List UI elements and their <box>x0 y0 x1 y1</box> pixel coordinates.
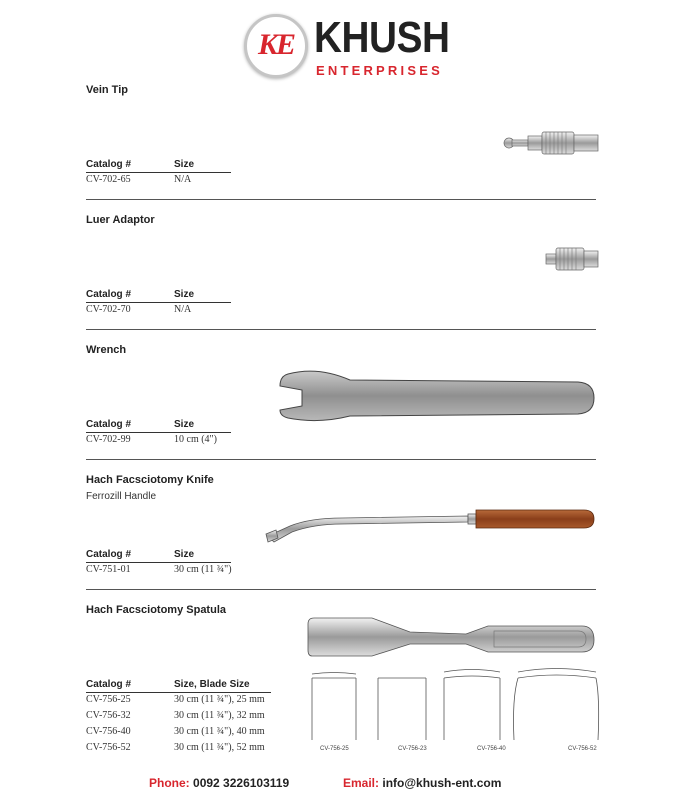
catalog-header: Catalog # <box>86 419 132 430</box>
size-value: 10 cm (4") <box>174 434 217 445</box>
email-link[interactable]: info@khush-ent.com <box>382 776 502 790</box>
header-underline <box>86 562 231 563</box>
email-label: Email: <box>343 776 380 790</box>
catalog-number: CV-751-01 <box>86 564 131 575</box>
vein-tip-image <box>502 128 600 158</box>
header-underline <box>86 172 231 173</box>
footer-email <box>343 776 501 790</box>
header-underline <box>86 302 231 303</box>
logo-subtitle: ENTERPRISES <box>316 63 443 78</box>
catalog-number: CV-756-40 <box>86 726 131 737</box>
blade-label: CV-756-23 <box>398 746 427 752</box>
catalog-number: CV-702-70 <box>86 304 131 315</box>
section-divider <box>86 329 596 330</box>
section-title-wrench: Wrench <box>86 344 127 356</box>
header-underline <box>86 432 231 433</box>
catalog-header: Catalog # <box>86 159 132 170</box>
size-value: N/A <box>174 304 192 315</box>
size-value: 30 cm (11 ¾") <box>174 564 232 575</box>
size-header: Size, Blade Size <box>174 679 250 690</box>
catalog-number: CV-756-32 <box>86 710 131 721</box>
catalog-header: Catalog # <box>86 679 132 690</box>
blade-label: CV-756-52 <box>568 746 597 752</box>
blade-label: CV-756-25 <box>320 746 349 752</box>
blade-label: CV-756-40 <box>477 746 506 752</box>
size-value: 30 cm (11 ¾"), 52 mm <box>174 742 265 753</box>
header-underline <box>86 692 271 693</box>
phone-number[interactable]: 0092 3226103119 <box>193 776 290 790</box>
size-value: 30 cm (11 ¾"), 40 mm <box>174 726 265 737</box>
catalog-number: CV-702-65 <box>86 174 131 185</box>
size-value: 30 cm (11 ¾"), 32 mm <box>174 710 265 721</box>
section-title-knife: Hach Facsciotomy Knife <box>86 474 214 486</box>
wrench-image <box>278 366 598 424</box>
section-divider <box>86 459 596 460</box>
section-title-luer-adaptor: Luer Adaptor <box>86 214 155 226</box>
section-title-vein-tip: Vein Tip <box>86 84 128 96</box>
blade-profiles <box>306 668 602 744</box>
section-title-spatula: Hach Facsciotomy Spatula <box>86 604 226 616</box>
size-value: N/A <box>174 174 192 185</box>
knife-image <box>262 504 598 550</box>
section-subtitle: Ferrozill Handle <box>86 491 157 502</box>
catalog-number: CV-756-52 <box>86 742 131 753</box>
section-divider <box>86 199 596 200</box>
catalog-header: Catalog # <box>86 549 132 560</box>
size-header: Size <box>174 159 195 170</box>
catalog-number: CV-756-25 <box>86 694 131 705</box>
phone-label: Phone: <box>149 776 190 790</box>
luer-adaptor-image <box>544 245 600 273</box>
catalog-header: Catalog # <box>86 289 132 300</box>
size-header: Size <box>174 419 195 430</box>
size-header: Size <box>174 289 195 300</box>
company-logo <box>244 14 449 80</box>
section-divider <box>86 589 596 590</box>
logo-name: KHUSH <box>314 13 450 62</box>
catalog-number: CV-702-99 <box>86 434 131 445</box>
footer-phone <box>149 776 289 790</box>
size-header: Size <box>174 549 195 560</box>
size-value: 30 cm (11 ¾"), 25 mm <box>174 694 265 705</box>
spatula-image <box>306 614 598 658</box>
logo-mark: KE <box>257 28 295 61</box>
